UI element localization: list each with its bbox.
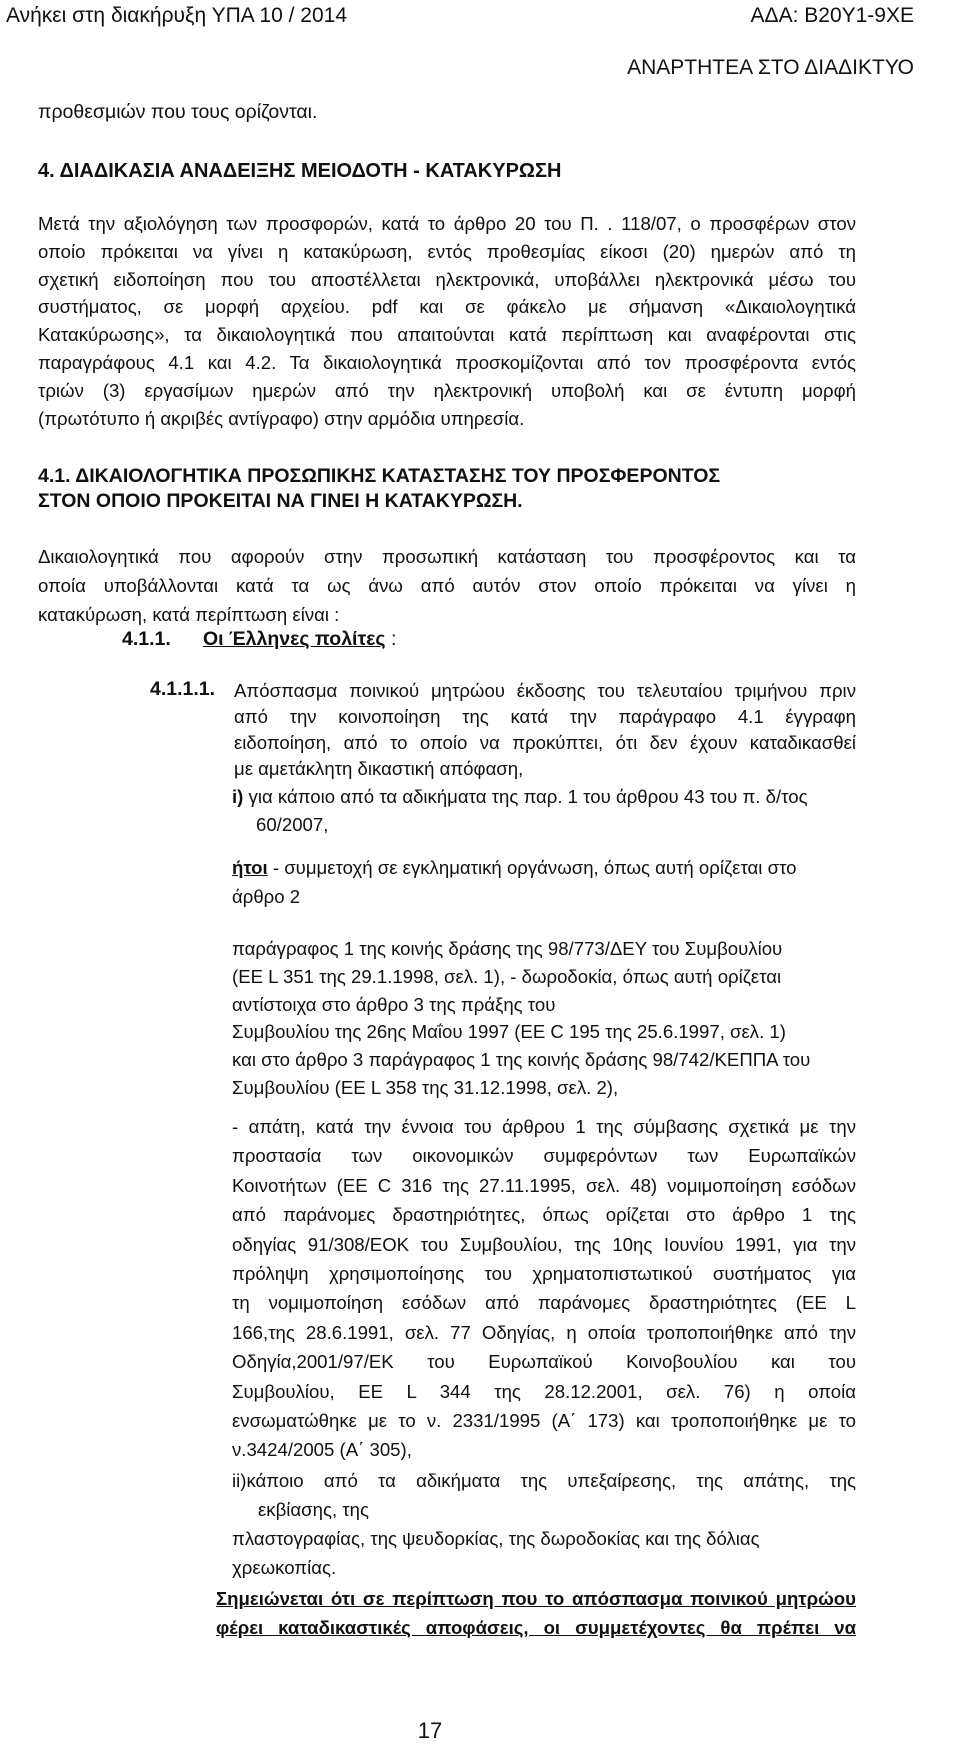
text-line: Κατακύρωσης», τα δικαιολογητικά που απαιτούνται κατά περίπτωση και αναφέρονται στις [38,324,856,346]
text-line: οδηγίας 91/308/ΕΟΚ του Συμβουλίου, της 10ης Ιουνίου 1991, για την [232,1233,856,1255]
header-posting-notice: ΑΝΑΡΤΗΤΕΑ ΣΤΟ ΔΙΑΔΙΚΤΥΟ [627,56,914,79]
subsection-title [203,628,396,651]
text-line: Συμβουλίου (ΕΕ L 358 της 31.12.1998, σελ. 2), [232,1076,619,1098]
item-i-text-2: 60/2007, [256,814,329,835]
text-line: ενσωματώθηκε με το ν. 2331/1995 (Α΄ 173) και τροποποιήθηκε με το [232,1410,856,1432]
item-ii-line-3: πλαστογραφίας, της ψευδορκίας, της δωροδοκίας και της δόλιας [232,1528,760,1549]
text-line: 166,της 28.6.1991, σελ. 77 Οδηγίας, η οποία τροποποιήθηκε από την [232,1321,856,1343]
itoi-text: - συμμετοχή σε εγκληματική οργάνωση, όπως αυτή ορίζεται στο [267,857,797,878]
offence-block-2 [232,1112,856,1465]
text-line: παραγράφους 4.1 και 4.2. Τα δικαιολογητικά προσκομίζονται από τον προσφέροντα εντός [38,351,856,373]
section-4-paragraph [38,210,856,432]
item-ii-line-4: χρεωκοπίας. [232,1557,337,1578]
item-ii [232,1466,856,1582]
text-line: - απάτη, κατά την έννοια του άρθρου 1 της σύμβασης σχετικά με την [232,1116,856,1137]
text-line: παράγραφος 1 της κοινής δράσης της 98/773/ΔΕΥ του Συμβουλίου [232,938,783,959]
text-line: από την κοινοποίηση της κατά την παράγραφο 4.1 έγγραφη [234,706,856,727]
text-line: οποία υποβάλλονται κατά τα ως άνω από αυτόν στον οποίο πρόκειται να γίνει η [38,575,856,596]
offence-block-1 [232,935,856,1102]
header-ada: ΑΔΑ: Β20Υ1-9ΧΕ [750,4,914,27]
item-i [232,783,856,839]
text-line: Δικαιολογητικά που αφορούν στην προσωπική κατάσταση του προσφέροντος και τα [38,546,856,567]
note-block [216,1584,856,1642]
text-line: τριών (3) εργασίμων ημερών από την ηλεκτρονική υποβολή και σε έντυπη μορφή [38,379,856,401]
note-line-1: Σημειώνεται ότι σε περίπτωση που το απόσπασμα ποινικού μητρώου [216,1588,856,1609]
text-line: από παράνομες δραστηριότητες, όπως ορίζεται στο άρθρο 1 της [232,1204,856,1226]
text-line: (ΕΕ L 351 της 29.1.1998, σελ. 1), - δωροδοκία, όπως αυτή ορίζεται [232,965,782,987]
text-line: Μετά την αξιολόγηση των προσφορών, κατά το άρθρο 20 του Π. . 118/07, ο προσφέρων στον [38,213,856,234]
text-line: προστασία των οικονομικών συμφερόντων των Ευρωπαϊκών [232,1145,856,1167]
item-i-text: για κάποιο από τα αδικήματα της παρ. 1 του άρθρου 43 του π. δ/τος [243,786,808,807]
text-line: συστήματος, σε μορφή αρχείου. pdf και σε φάκελο με σήμανση «Δικαιολογητικά [38,296,856,318]
text-line: τη νομιμοποίηση εσόδων από παράνομες δραστηριότητες (ΕΕ L [232,1292,856,1314]
text-line: (πρωτότυπο ή ακριβές αντίγραφο) στην αρμόδια υπηρεσία. [38,407,525,429]
text-line: αντίστοιχα στο άρθρο 3 της πράξης του [232,993,556,1015]
text-line: ειδοποίηση, από το οποίο να προκύπτει, ότι δεν έχουν καταδικασθεί [234,732,856,753]
intro-line: προθεσμιών που τους ορίζονται. [38,101,318,123]
text-line: Απόσπασμα ποινικού μητρώου έκδοσης του τελευταίου τριμήνου πριν [234,680,856,701]
section-41-title-line1: 4.1. ΔΙΚΑΙΟΛΟΓΗΤΙΚΑ ΠΡΟΣΩΠΙΚΗΣ ΚΑΤΑΣΤΑΣΗΣ ΤΟΥ ΠΡΟΣΦΕΡΟΝΤΟΣ [38,465,721,487]
text-line: Συμβουλίου, ΕΕ L 344 της 28.12.2001, σελ. 76) η οποία [232,1380,856,1402]
text-line: Συμβουλίου της 26ης Μαΐου 1997 (ΕΕ C 195 της 25.6.1997, σελ. 1) [232,1021,786,1043]
text-line: Οδηγία,2001/97/ΕΚ του Ευρωπαϊκού Κοινοβουλίου και του [232,1351,856,1373]
section-41-paragraph [38,542,856,629]
text-line: οποίο πρόκειται να γίνει η κατακύρωση, εντός προθεσμίας είκοσι (20) ημερών από τη [38,240,856,262]
item-ii-line-1: ii)κάποιο από τα αδικήματα της υπεξαίρεσης, της απάτης, της [232,1470,856,1491]
item-ii-line-2: εκβίασης, της [258,1499,369,1520]
subsection-title-text: Οι Έλληνες πολίτες [203,628,386,650]
itoi-label: ήτοι [232,857,268,878]
subsection-title-colon: : [385,628,397,650]
subsection-number: 4.1.1. [122,628,171,650]
text-line: πρόληψη χρησιμοποίησης του χρηματοπιστωτικού συστήματος για [232,1263,856,1285]
header-left-text: Ανήκει στη διακήρυξη ΥΠΑ 10 / 2014 [6,4,348,27]
text-line: και στο άρθρο 3 παράγραφος 1 της κοινής δράσης 98/742/ΚΕΠΠΑ του [232,1049,811,1071]
page-number: 17 [417,1718,443,1743]
text-line: κατακύρωση, κατά περίπτωση είναι : [38,604,340,625]
item-i-label: i) [232,786,244,807]
note-line-2: φέρει καταδικαστικές αποφάσεις, οι συμμετέχοντες θα πρέπει να [216,1617,856,1638]
section-41-title-line2: ΣΤΟΝ ΟΠΟΙΟ ΠΡΟΚΕΙΤΑΙ ΝΑ ΓΙΝΕΙ Η ΚΑΤΑΚΥΡΩΣΗ. [38,490,523,512]
item-text [234,678,856,782]
text-line: ν.3424/2005 (Α΄ 305), [232,1439,412,1461]
section-4-title: 4. ΔΙΑΔΙΚΑΣΙΑ ΑΝΑΔΕΙΞΗΣ ΜΕΙΟΔΟΤΗ - ΚΑΤΑΚΥΡΩΣΗ [38,160,562,182]
text-line: Κοινοτήτων (ΕΕ C 316 της 27.11.1995, σελ. 48) νομιμοποίηση εσόδων [232,1174,856,1196]
itoi-block [232,853,856,911]
item-number: 4.1.1.1. [150,678,216,700]
itoi-text-2: άρθρο 2 [232,886,301,907]
text-line: σχετική ειδοποίηση που του αποστέλλεται ηλεκτρονικά, υποβάλλει ηλεκτρονικά μέσω του [38,268,856,290]
text-line: με αμετάκλητη δικαστική απόφαση, [234,758,524,779]
